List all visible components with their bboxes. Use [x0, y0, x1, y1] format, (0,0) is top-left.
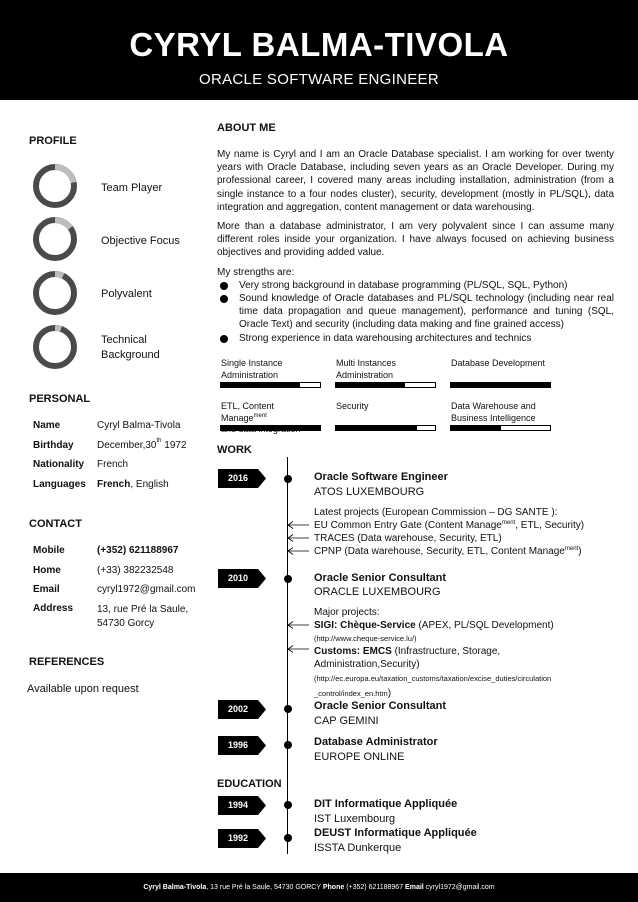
timeline-dot: [284, 801, 292, 809]
job-details: Latest projects (European Commission – DG SANTE ): EU Common Entry Gate (Content Manage$^{ment}$, ETL, Security) TRACES (Data warehouse, Security, ETL) CPNP (Data warehouse, Security, ETL, Content Manage$^{ment}$): [314, 507, 585, 557]
footer-email-label: Email: [405, 884, 424, 891]
personal-value: December,30th 1972: [97, 438, 187, 451]
skill-bar: [220, 425, 321, 431]
profile-ring-arc: [33, 164, 77, 208]
strength-item: Sound knowledge of Oracle databases and PL/SQL technology (including near real time data propagation and queue management), performance and tuning (SQL, Oracle Text) and security (including data making and fine grained access): [217, 292, 614, 332]
contact-label: Email: [33, 584, 60, 595]
year-tag: [218, 469, 266, 488]
skill-label: Single Instance Administration: [221, 358, 283, 380]
education-school: IST Luxembourg: [314, 813, 396, 825]
year-text: 2016: [228, 473, 249, 483]
skill-label: Security: [336, 401, 369, 411]
profile-ring-technical-background: [33, 325, 77, 369]
about-paragraph: More than a database administrator, I am very polyvalent since I can assume many different roles inside your organization. I have always focused on achieving business objectives and providing added value.: [217, 221, 614, 259]
personal-label: Name: [33, 420, 61, 431]
timeline-line: [287, 457, 288, 854]
profile-heading: PROFILE: [29, 135, 77, 147]
timeline-dot: [284, 575, 292, 583]
about-heading: ABOUT ME: [217, 122, 276, 134]
job-company: CAP GEMINI: [314, 715, 379, 727]
strength-item: Strong experience in data warehousing architectures and technics: [217, 332, 614, 345]
year-tag: [218, 796, 266, 815]
year-tag: [218, 569, 266, 588]
home-number[interactable]: (+33) 382232548: [97, 565, 174, 576]
skill-bar-fill: [451, 426, 501, 430]
contact-heading: CONTACT: [29, 518, 82, 530]
year-text: 1996: [228, 740, 249, 750]
skill-bar: [335, 425, 436, 431]
strengths-intro: My strengths are:: [217, 266, 295, 278]
arrow-left-icon: [287, 521, 309, 529]
education-school: ISSTA Dunkerque: [314, 842, 402, 854]
profile-label: Team Player: [101, 182, 163, 194]
year-text: 1992: [228, 833, 249, 843]
personal-label: Languages: [33, 479, 86, 490]
strength-item: Very strong background in database programming (PL/SQL, SQL, Python): [217, 279, 614, 292]
profile-ring-objective-focus: [33, 217, 77, 261]
arrow-left-icon: [287, 547, 309, 555]
profile-label: Technical Background: [101, 334, 160, 361]
profile-label: Objective Focus: [101, 235, 180, 247]
footer-bar: [0, 873, 638, 902]
profile-ring-arc: [33, 271, 77, 315]
personal-value: French: [97, 459, 129, 470]
profile-ring-team-player: [33, 164, 77, 208]
skill-bar-fill: [221, 383, 300, 387]
skill-bar-fill: [336, 383, 405, 387]
skill-label: Database Development: [451, 358, 546, 368]
profile-label: Polyvalent: [101, 288, 152, 300]
personal-label: Nationality: [33, 459, 85, 470]
personal-heading: PERSONAL: [29, 393, 91, 405]
year-text: 1994: [228, 800, 249, 810]
year-tag: [218, 829, 266, 848]
job-title: Oracle Software Engineer: [314, 471, 448, 483]
arrow-left-icon: [287, 645, 309, 653]
timeline-dot: [284, 834, 292, 842]
skill-bar: [335, 382, 436, 388]
year-tag: [218, 700, 266, 719]
arrow-left-icon: [287, 621, 309, 629]
candidate-name: CYRYL BALMA-TIVOLA: [129, 26, 509, 63]
skill-bar-fill: [451, 383, 550, 387]
personal-value: Cyryl Balma-Tivola: [97, 420, 181, 431]
footer-phone-label: Phone: [322, 884, 345, 891]
contact-label: Address: [33, 603, 74, 614]
job-details: Major projects: SIGI: Chèque-Service (APEX, PL/SQL Development) (http://www.cheque-service.lu/) Customs: EMCS (Infrastructure, Storage, Administration,Security) (http://ec.europa.eu/taxation_customs/taxation/excise_duties/circulation _control/index_en.htm): [314, 607, 554, 699]
skill-bar: [450, 425, 551, 431]
job-title: Oracle Senior Consultant: [314, 572, 447, 584]
personal-value: French, English: [97, 479, 169, 490]
year-text: 2002: [228, 704, 249, 714]
skill-bar: [450, 382, 551, 388]
profile-ring-arc: [33, 325, 77, 369]
footer-phone: (+352) 621188967: [344, 884, 406, 891]
contact-label: Home: [33, 565, 61, 576]
about-body: [217, 148, 614, 345]
candidate-role: ORACLE SOFTWARE ENGINEER: [198, 71, 439, 88]
job-title: Oracle Senior Consultant: [314, 700, 447, 712]
footer-address: , 13 rue Pré la Saule, 54730 GORCY: [206, 884, 323, 891]
personal-label: Birthday: [33, 440, 74, 451]
skill-label: Multi Instances Administration: [336, 358, 397, 380]
job-company: ATOS LUXEMBOURG: [314, 486, 425, 498]
arrow-left-icon: [287, 534, 309, 542]
timeline-dot: [284, 741, 292, 749]
skill-label: ETL, Content Manage$^{ment}$: [221, 401, 275, 423]
mobile-number[interactable]: (+352) 621188967: [97, 545, 179, 556]
skill-bar-fill: [221, 426, 320, 430]
address-value: 13, rue Pré la Saule, 54730 Gorcy: [97, 604, 189, 629]
education-title: DIT Informatique Appliquée: [314, 798, 458, 810]
job-title: Database Administrator: [314, 736, 438, 748]
work-heading: WORK: [217, 444, 252, 456]
job-company: EUROPE ONLINE: [314, 751, 405, 763]
references-heading: REFERENCES: [29, 656, 105, 668]
profile-ring-polyvalent: [33, 271, 77, 315]
timeline-dot: [284, 705, 292, 713]
footer-email: cyryl1972@gmail.com: [423, 884, 495, 891]
header-banner: [0, 0, 638, 100]
job-company: ORACLE LUXEMBOURG: [314, 586, 441, 598]
year-text: 2010: [228, 573, 249, 583]
education-heading: EDUCATION: [217, 778, 282, 790]
timeline-dot: [284, 475, 292, 483]
about-paragraph: My name is Cyryl and I am an Oracle Database specialist. I am working for over twenty years with Oracle Database, including seven years as an Oracle Developer. During my professional career, I covered many areas including installation, administration (from a single instance to a four nodes cluster), security, development (mostly in PL/SQL), data integration and aggregation, content management or data warehousing.: [217, 149, 614, 213]
education-title: DEUST Informatique Appliquée: [314, 827, 477, 839]
footer-name: Cyryl Balma-Tivola: [143, 884, 207, 891]
email-link[interactable]: cyryl1972@gmail.com: [97, 584, 196, 595]
skill-bar-fill: [336, 426, 417, 430]
strengths-list: [217, 279, 614, 345]
year-tag: [218, 736, 266, 755]
profile-ring-arc: [33, 217, 77, 261]
skill-bar: [220, 382, 321, 388]
skill-label: Data Warehouse and Business Intelligence: [451, 401, 536, 423]
references-text: Available upon request: [27, 683, 139, 695]
contact-label: Mobile: [33, 545, 65, 556]
